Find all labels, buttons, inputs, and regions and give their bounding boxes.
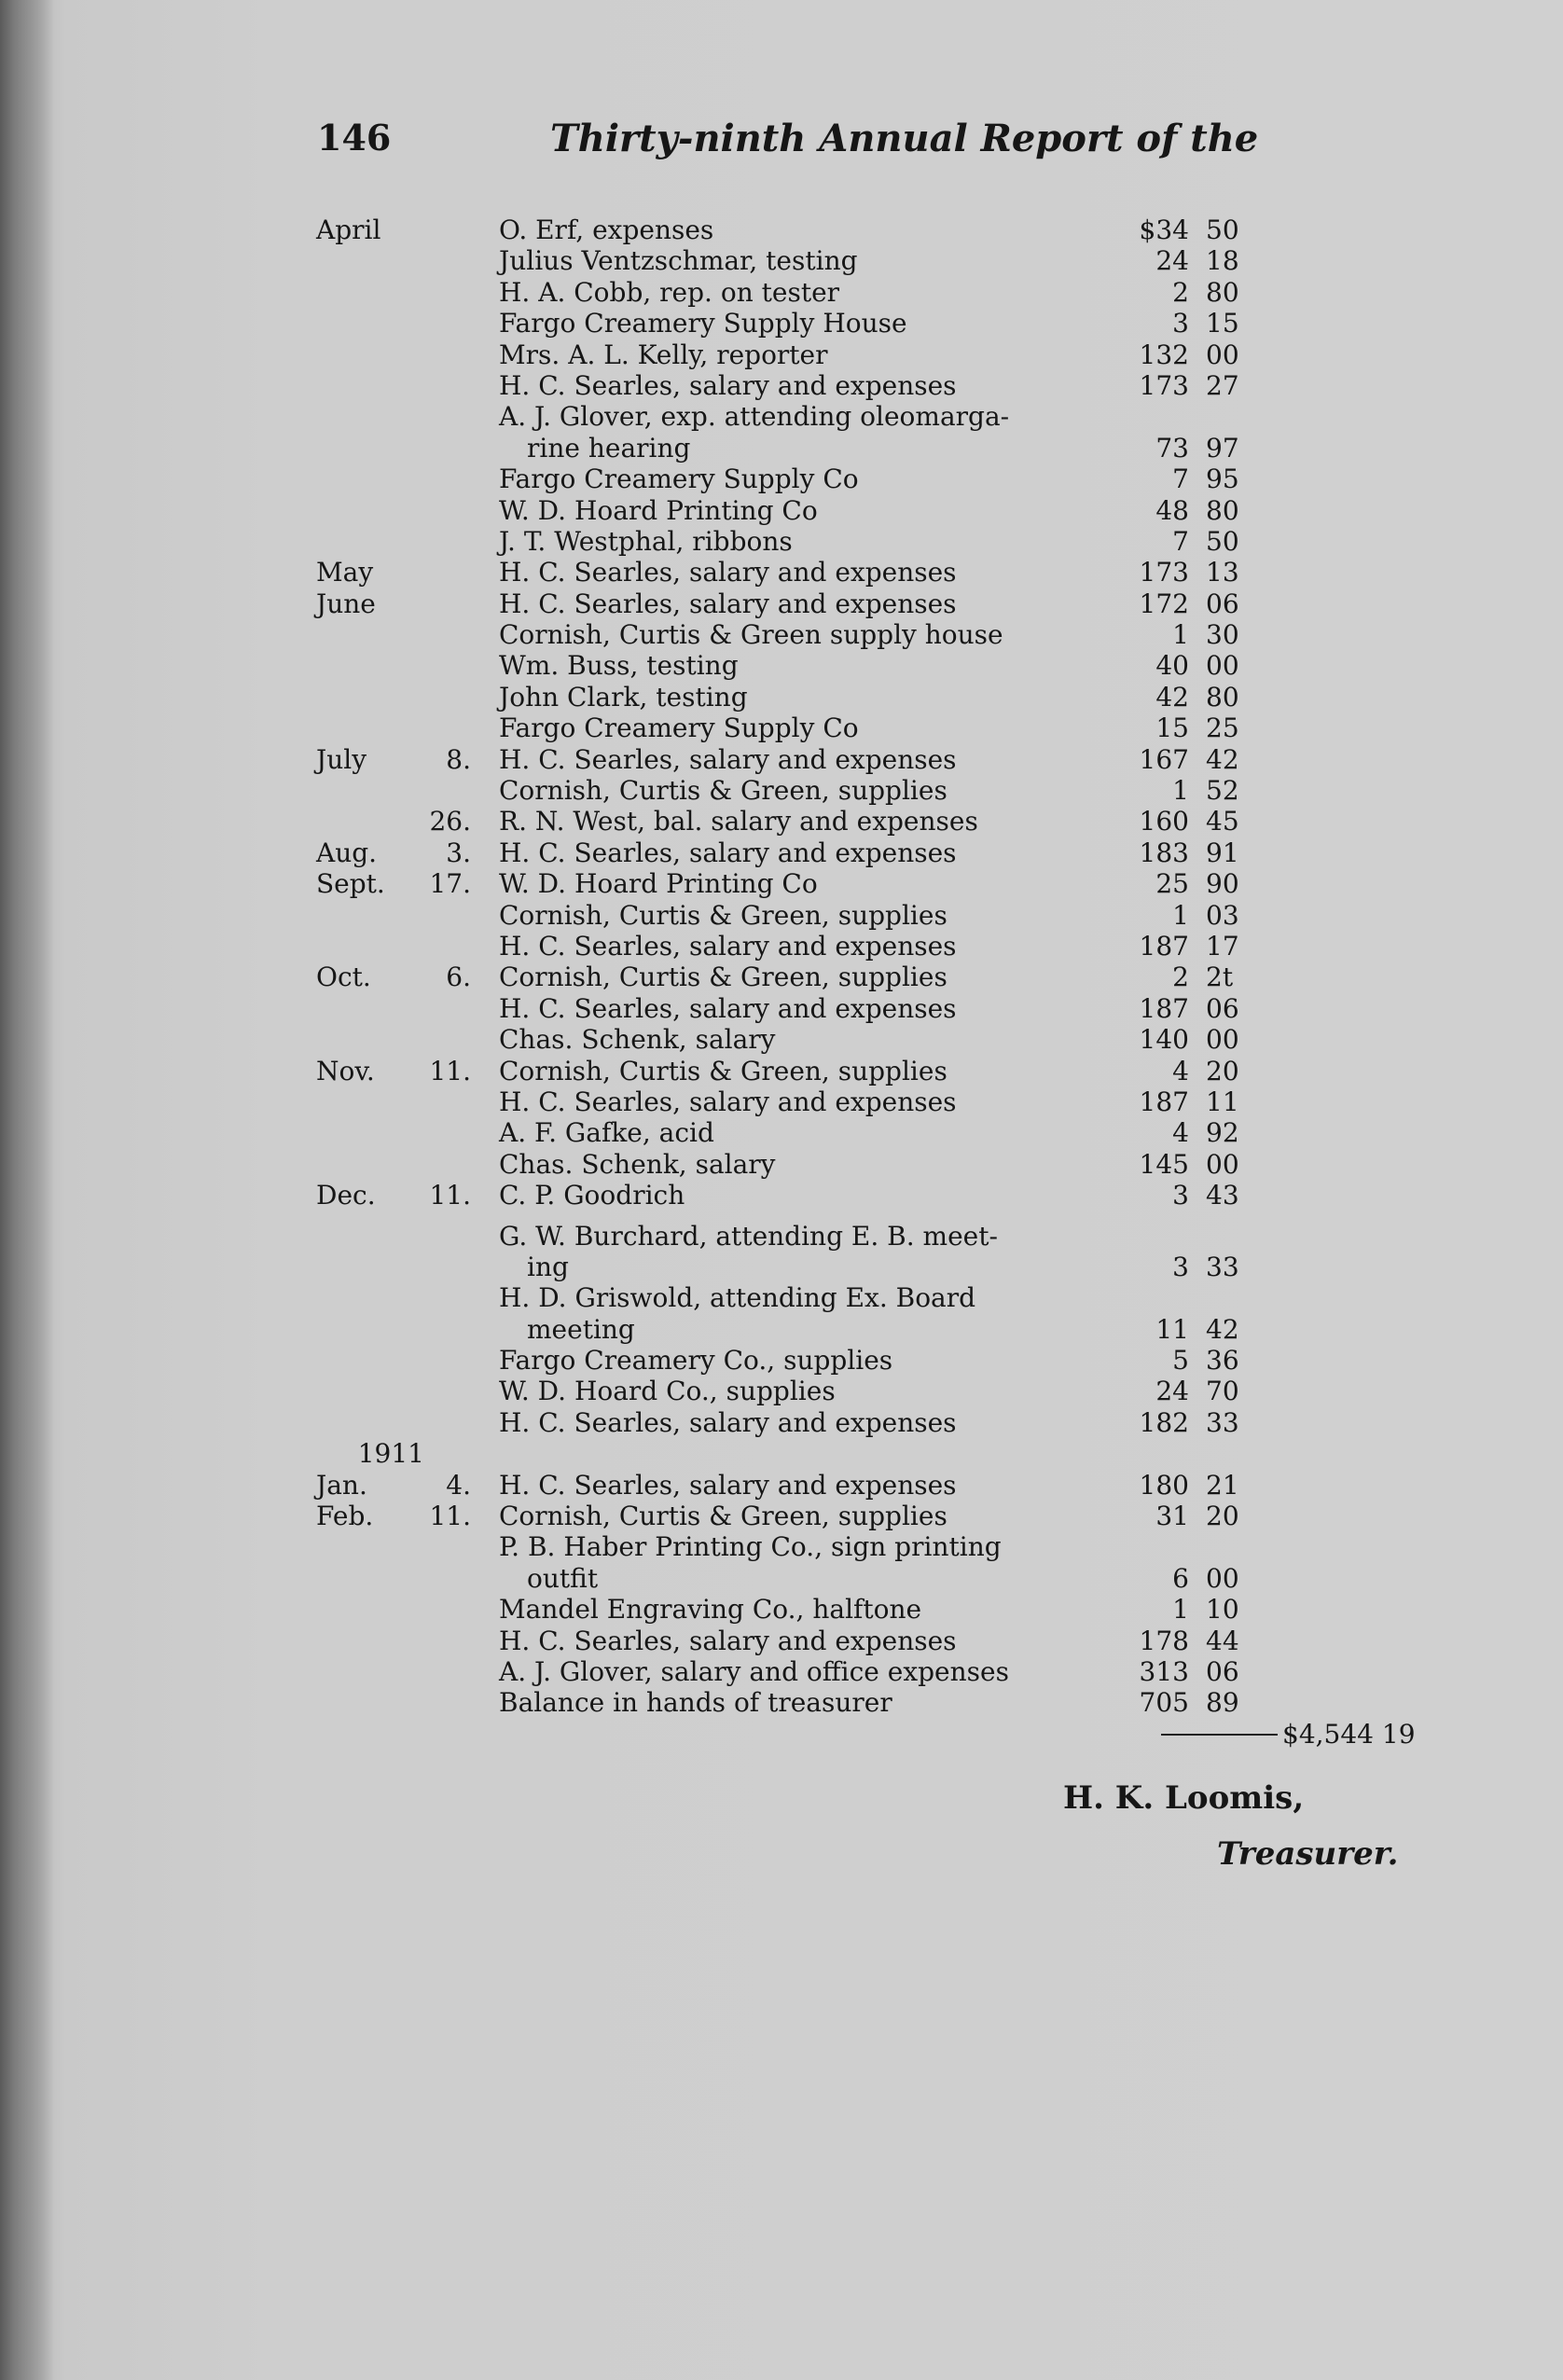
ledger-row bbox=[312, 900, 1432, 931]
entry-description bbox=[499, 1086, 1432, 1117]
entry-description-text: Julius Ventzschmar, testing bbox=[499, 245, 858, 277]
amount-cents: 17 bbox=[1206, 930, 1239, 962]
ledger-row bbox=[312, 1180, 1432, 1211]
entry-description-text: Fargo Creamery Supply Co bbox=[499, 464, 859, 495]
amount-cents: 80 bbox=[1206, 276, 1239, 308]
ledger-row bbox=[312, 495, 1432, 526]
entry-description-text: Cornish, Curtis & Green, supplies bbox=[499, 1055, 947, 1086]
page-header bbox=[317, 117, 1287, 173]
entry-description-text: H. C. Searles, salary and expenses bbox=[499, 369, 957, 401]
entry-description-text: G. W. Burchard, attending E. B. meet- bbox=[499, 1220, 998, 1252]
entry-description bbox=[499, 993, 1432, 1024]
ledger-row bbox=[312, 1470, 1432, 1501]
entry-description bbox=[527, 1252, 1459, 1282]
entry-description-text: ing bbox=[527, 1251, 569, 1282]
entry-description bbox=[499, 1056, 1432, 1086]
amount-cents: 20 bbox=[1206, 1055, 1239, 1086]
amount-dollars: 172 bbox=[1139, 588, 1189, 619]
amount-dollars: 11 bbox=[1155, 1313, 1189, 1345]
entry-description-text: Cornish, Curtis & Green supply house bbox=[499, 619, 1003, 651]
amount-dollars: 4 bbox=[1172, 1055, 1189, 1086]
ledger-row bbox=[312, 1086, 1432, 1117]
entry-description bbox=[499, 900, 1432, 931]
entry-description bbox=[499, 588, 1432, 619]
entry-description bbox=[499, 1282, 1432, 1313]
amount-dollars: 1 bbox=[1172, 775, 1189, 807]
entry-description-text: Mrs. A. L. Kelly, reporter bbox=[499, 339, 828, 370]
amount-cents: 80 bbox=[1206, 494, 1239, 526]
entry-description bbox=[499, 931, 1432, 962]
entry-description bbox=[499, 744, 1432, 775]
ledger-table bbox=[312, 214, 1432, 1750]
amount-cents: 52 bbox=[1206, 775, 1239, 807]
entry-description-text: P. B. Haber Printing Co., sign printing bbox=[499, 1531, 1002, 1563]
amount-cents: 18 bbox=[1206, 245, 1239, 277]
entry-description-text: H. C. Searles, salary and expenses bbox=[499, 1406, 957, 1438]
entry-description-text: H. D. Griswold, attending Ex. Board bbox=[499, 1282, 976, 1314]
ledger-row bbox=[312, 588, 1432, 619]
entry-description bbox=[499, 1221, 1432, 1252]
amount-dollars: 2 bbox=[1172, 276, 1189, 308]
entry-description bbox=[499, 682, 1432, 713]
amount-cents: 95 bbox=[1206, 464, 1239, 495]
ledger-row bbox=[312, 464, 1432, 494]
amount-dollars: 6 bbox=[1172, 1562, 1189, 1594]
ledger-row bbox=[312, 339, 1432, 370]
entry-description-text: Chas. Schenk, salary bbox=[499, 1024, 776, 1056]
entry-description bbox=[499, 495, 1432, 526]
entry-description bbox=[499, 1656, 1432, 1687]
entry-description bbox=[499, 1626, 1432, 1656]
entry-description-text: W. D. Hoard Printing Co bbox=[499, 494, 818, 526]
entry-month: Feb. bbox=[316, 1501, 374, 1532]
grand-total: $4,544 19 bbox=[1282, 1718, 1416, 1750]
entry-description bbox=[499, 650, 1432, 681]
signature-title: Treasurer. bbox=[1217, 1835, 1399, 1873]
entry-day: 8. bbox=[446, 743, 471, 775]
entry-description-text: Cornish, Curtis & Green, supplies bbox=[499, 899, 947, 931]
entry-description-text: R. N. West, bal. salary and expenses bbox=[499, 806, 978, 837]
ledger-row bbox=[312, 993, 1432, 1024]
amount-cents: 36 bbox=[1206, 1345, 1239, 1377]
entry-description-text: rine hearing bbox=[527, 432, 691, 464]
amount-dollars: 2 bbox=[1172, 962, 1189, 993]
ledger-row bbox=[312, 1407, 1432, 1438]
amount-dollars: 180 bbox=[1139, 1469, 1189, 1501]
entry-description-text: Cornish, Curtis & Green, supplies bbox=[499, 775, 947, 807]
amount-cents: 50 bbox=[1206, 525, 1239, 557]
entry-description-text: Fargo Creamery Supply House bbox=[499, 308, 907, 339]
ledger-row bbox=[312, 619, 1432, 650]
ledger-row bbox=[312, 1594, 1432, 1625]
entry-description bbox=[499, 1024, 1432, 1055]
amount-cents: 00 bbox=[1206, 1148, 1239, 1180]
amount-dollars: 140 bbox=[1139, 1024, 1189, 1056]
entry-day: 11. bbox=[429, 1180, 471, 1211]
ledger-row bbox=[312, 775, 1432, 806]
amount-dollars: 48 bbox=[1155, 494, 1189, 526]
ledger-row bbox=[312, 1531, 1432, 1562]
amount-cents: 89 bbox=[1206, 1687, 1239, 1719]
entry-description-text: John Clark, testing bbox=[499, 681, 748, 713]
ledger-row bbox=[312, 744, 1432, 775]
entry-description bbox=[499, 1531, 1432, 1562]
amount-dollars: 187 bbox=[1139, 1086, 1189, 1117]
entry-description-text: Cornish, Curtis & Green, supplies bbox=[499, 1501, 947, 1532]
entry-month: June bbox=[316, 588, 376, 619]
entry-description bbox=[499, 214, 1432, 245]
entry-description bbox=[499, 962, 1432, 992]
amount-dollars: 145 bbox=[1139, 1148, 1189, 1180]
year-label: 1911 bbox=[357, 1438, 424, 1470]
entry-description bbox=[527, 433, 1459, 464]
entry-description-text: J. T. Westphal, ribbons bbox=[499, 525, 793, 557]
amount-cents: 97 bbox=[1206, 432, 1239, 464]
entry-description bbox=[527, 1563, 1459, 1594]
amount-dollars: 5 bbox=[1172, 1345, 1189, 1377]
entry-description-text: Mandel Engraving Co., halftone bbox=[499, 1594, 922, 1626]
amount-dollars: 167 bbox=[1139, 743, 1189, 775]
entry-description-text: Cornish, Curtis & Green, supplies bbox=[499, 962, 947, 993]
entry-month: Aug. bbox=[316, 837, 378, 868]
entry-description-text: H. C. Searles, salary and expenses bbox=[499, 1086, 957, 1117]
amount-dollars: 182 bbox=[1139, 1406, 1189, 1438]
amount-dollars: 3 bbox=[1172, 1251, 1189, 1282]
entry-description-text: meeting bbox=[527, 1313, 635, 1345]
amount-dollars: 1 bbox=[1172, 899, 1189, 931]
amount-cents: 43 bbox=[1206, 1180, 1239, 1211]
amount-cents: 06 bbox=[1206, 992, 1239, 1024]
amount-cents: 06 bbox=[1206, 588, 1239, 619]
ledger-row bbox=[312, 1501, 1432, 1531]
amount-cents: 00 bbox=[1206, 1562, 1239, 1594]
amount-dollars: 313 bbox=[1139, 1655, 1189, 1687]
amount-dollars: 15 bbox=[1155, 713, 1189, 744]
entry-description bbox=[499, 464, 1432, 494]
amount-cents: 90 bbox=[1206, 868, 1239, 900]
amount-cents: 70 bbox=[1206, 1376, 1239, 1407]
entry-description-text: Fargo Creamery Supply Co bbox=[499, 713, 859, 744]
entry-description-text: H. C. Searles, salary and expenses bbox=[499, 837, 957, 868]
amount-cents: 45 bbox=[1206, 806, 1239, 837]
entry-month: July bbox=[316, 743, 367, 775]
entry-month: Jan. bbox=[316, 1469, 367, 1501]
entry-description-text: H. C. Searles, salary and expenses bbox=[499, 743, 957, 775]
ledger-row bbox=[312, 931, 1432, 962]
amount-dollars: 1 bbox=[1172, 1594, 1189, 1626]
ledger-row bbox=[312, 713, 1432, 743]
amount-dollars: 25 bbox=[1155, 868, 1189, 900]
ledger-row bbox=[312, 837, 1432, 868]
ledger-row bbox=[312, 370, 1432, 401]
entry-month: Sept. bbox=[316, 868, 385, 900]
ledger-row bbox=[312, 1563, 1432, 1594]
entry-description-text: A. F. Gafke, acid bbox=[499, 1117, 714, 1149]
amount-cents: 33 bbox=[1206, 1406, 1239, 1438]
ledger-row bbox=[312, 650, 1432, 681]
amount-dollars: 187 bbox=[1139, 992, 1189, 1024]
entry-day: 4. bbox=[446, 1469, 471, 1501]
entry-description-text: H. C. Searles, salary and expenses bbox=[499, 1469, 957, 1501]
amount-cents: 80 bbox=[1206, 681, 1239, 713]
entry-day: 6. bbox=[446, 962, 471, 993]
entry-description bbox=[499, 1470, 1432, 1501]
amount-cents: 00 bbox=[1206, 650, 1239, 682]
entry-description-text: H. C. Searles, salary and expenses bbox=[499, 930, 957, 962]
entry-description-text: Fargo Creamery Co., supplies bbox=[499, 1345, 893, 1377]
ledger-row bbox=[312, 1314, 1432, 1345]
amount-dollars: 173 bbox=[1139, 369, 1189, 401]
amount-dollars: 7 bbox=[1172, 525, 1189, 557]
amount-cents: 20 bbox=[1206, 1501, 1239, 1532]
entry-day: 26. bbox=[429, 806, 471, 837]
amount-cents: 44 bbox=[1206, 1625, 1239, 1656]
amount-dollars: 160 bbox=[1139, 806, 1189, 837]
ledger-row bbox=[312, 1656, 1432, 1687]
amount-cents: 27 bbox=[1206, 369, 1239, 401]
entry-description-text: C. P. Goodrich bbox=[499, 1180, 685, 1211]
entry-description bbox=[499, 1407, 1432, 1438]
entry-month: April bbox=[316, 214, 381, 245]
amount-cents: 42 bbox=[1206, 743, 1239, 775]
amount-cents: 30 bbox=[1206, 619, 1239, 651]
amount-dollars: 24 bbox=[1155, 245, 1189, 277]
entry-description bbox=[499, 775, 1432, 806]
ledger-row bbox=[312, 308, 1432, 339]
amount-cents: 03 bbox=[1206, 899, 1239, 931]
amount-cents: 25 bbox=[1206, 713, 1239, 744]
signature-name: H. K. Loomis, bbox=[1063, 1779, 1305, 1817]
ledger-row bbox=[312, 1345, 1432, 1376]
ledger-row bbox=[312, 1211, 1432, 1221]
entry-description-text: W. D. Hoard Co., supplies bbox=[499, 1376, 836, 1407]
amount-cents: 50 bbox=[1206, 214, 1239, 245]
ledger-row bbox=[312, 1149, 1432, 1180]
ledger-row bbox=[312, 1117, 1432, 1148]
entry-description-text: H. C. Searles, salary and expenses bbox=[499, 992, 957, 1024]
ledger-row bbox=[312, 401, 1432, 432]
amount-dollars: 183 bbox=[1139, 837, 1189, 868]
amount-cents: 42 bbox=[1206, 1313, 1239, 1345]
amount-cents: 92 bbox=[1206, 1117, 1239, 1149]
amount-dollars: 42 bbox=[1155, 681, 1189, 713]
entry-description bbox=[499, 837, 1432, 868]
entry-description bbox=[499, 401, 1432, 432]
amount-cents: 06 bbox=[1206, 1655, 1239, 1687]
ledger-row bbox=[312, 962, 1432, 992]
amount-dollars: 1 bbox=[1172, 619, 1189, 651]
entry-month: Dec. bbox=[316, 1180, 376, 1211]
amount-dollars: 7 bbox=[1172, 464, 1189, 495]
entry-description bbox=[499, 277, 1432, 308]
entry-description bbox=[527, 1314, 1459, 1345]
ledger-row bbox=[312, 245, 1432, 276]
entry-month: Nov. bbox=[316, 1055, 375, 1086]
entry-description bbox=[499, 713, 1432, 743]
entry-month: May bbox=[316, 557, 374, 588]
entry-description bbox=[499, 806, 1432, 837]
page-number: 146 bbox=[317, 117, 392, 159]
amount-cents: 91 bbox=[1206, 837, 1239, 868]
running-title: Thirty-ninth Annual Report of the bbox=[550, 117, 1259, 160]
entry-description bbox=[499, 370, 1432, 401]
entry-description bbox=[499, 868, 1432, 899]
entry-day: 3. bbox=[446, 837, 471, 868]
amount-cents: 15 bbox=[1206, 308, 1239, 339]
entry-description-text: H. C. Searles, salary and expenses bbox=[499, 557, 957, 588]
entry-description-text: outfit bbox=[527, 1562, 599, 1594]
amount-dollars: $34 bbox=[1139, 214, 1189, 245]
amount-cents: 11 bbox=[1206, 1086, 1239, 1117]
entry-description-text: O. Erf, expenses bbox=[499, 214, 714, 245]
ledger-row bbox=[312, 1719, 1432, 1750]
amount-cents: 00 bbox=[1206, 339, 1239, 370]
entry-description bbox=[499, 1345, 1432, 1376]
ledger-row bbox=[312, 1438, 1432, 1469]
amount-dollars: 4 bbox=[1172, 1117, 1189, 1149]
ledger-row bbox=[312, 1687, 1432, 1718]
entry-description bbox=[499, 308, 1432, 339]
amount-dollars: 24 bbox=[1155, 1376, 1189, 1407]
entry-day: 11. bbox=[429, 1055, 471, 1086]
amount-cents: 21 bbox=[1206, 1469, 1239, 1501]
ledger-row bbox=[312, 682, 1432, 713]
ledger-row bbox=[312, 806, 1432, 837]
entry-day: 11. bbox=[429, 1501, 471, 1532]
ledger-row bbox=[312, 557, 1432, 588]
entry-description-text: A. J. Glover, salary and office expenses bbox=[499, 1655, 1009, 1687]
entry-description bbox=[499, 1149, 1432, 1180]
entry-description-text: Wm. Buss, testing bbox=[499, 650, 739, 682]
entry-description bbox=[499, 526, 1432, 557]
amount-dollars: 40 bbox=[1155, 650, 1189, 682]
entry-description-text: Chas. Schenk, salary bbox=[499, 1148, 776, 1180]
ledger-row bbox=[312, 1376, 1432, 1406]
amount-cents: 2t bbox=[1206, 962, 1234, 993]
ledger-row bbox=[312, 214, 1432, 245]
ledger-row bbox=[312, 1282, 1432, 1313]
entry-description bbox=[499, 619, 1432, 650]
entry-description bbox=[499, 1594, 1432, 1625]
entry-description bbox=[499, 1180, 1432, 1211]
entry-description-text: H. C. Searles, salary and expenses bbox=[499, 1625, 957, 1656]
entry-day: 17. bbox=[429, 868, 471, 900]
ledger-row bbox=[312, 1252, 1432, 1282]
amount-dollars: 132 bbox=[1139, 339, 1189, 370]
book-spine-shadow bbox=[0, 0, 54, 2380]
entry-description bbox=[499, 1117, 1432, 1148]
ledger-row bbox=[312, 1024, 1432, 1055]
entry-description-text: H. A. Cobb, rep. on tester bbox=[499, 276, 840, 308]
amount-dollars: 705 bbox=[1139, 1687, 1189, 1719]
amount-dollars: 187 bbox=[1139, 930, 1189, 962]
amount-cents: 10 bbox=[1206, 1594, 1239, 1626]
amount-dollars: 3 bbox=[1172, 1180, 1189, 1211]
entry-description-text: A. J. Glover, exp. attending oleomarga- bbox=[499, 401, 1010, 433]
ledger-row bbox=[312, 526, 1432, 557]
entry-description-text: W. D. Hoard Printing Co bbox=[499, 868, 818, 900]
amount-cents: 33 bbox=[1206, 1251, 1239, 1282]
amount-dollars: 3 bbox=[1172, 308, 1189, 339]
ledger-row bbox=[312, 433, 1432, 464]
entry-month: Oct. bbox=[316, 962, 371, 993]
amount-dollars: 173 bbox=[1139, 557, 1189, 588]
entry-description bbox=[499, 1501, 1432, 1531]
entry-description bbox=[499, 1687, 1432, 1718]
entry-description bbox=[499, 557, 1432, 588]
amount-dollars: 178 bbox=[1139, 1625, 1189, 1656]
amount-cents: 13 bbox=[1206, 557, 1239, 588]
ledger-row bbox=[312, 1626, 1432, 1656]
ledger-row bbox=[312, 277, 1432, 308]
entry-description-text: Balance in hands of treasurer bbox=[499, 1687, 892, 1719]
amount-dollars: 73 bbox=[1155, 432, 1189, 464]
ledger-row bbox=[312, 868, 1432, 899]
entry-description bbox=[499, 1376, 1432, 1406]
ledger-row bbox=[312, 1221, 1432, 1252]
entry-description-text: H. C. Searles, salary and expenses bbox=[499, 588, 957, 619]
entry-description bbox=[499, 339, 1432, 370]
amount-cents: 00 bbox=[1206, 1024, 1239, 1056]
total-rule bbox=[1161, 1734, 1278, 1736]
ledger-row bbox=[312, 1056, 1432, 1086]
amount-dollars: 31 bbox=[1155, 1501, 1189, 1532]
entry-description bbox=[499, 245, 1432, 276]
